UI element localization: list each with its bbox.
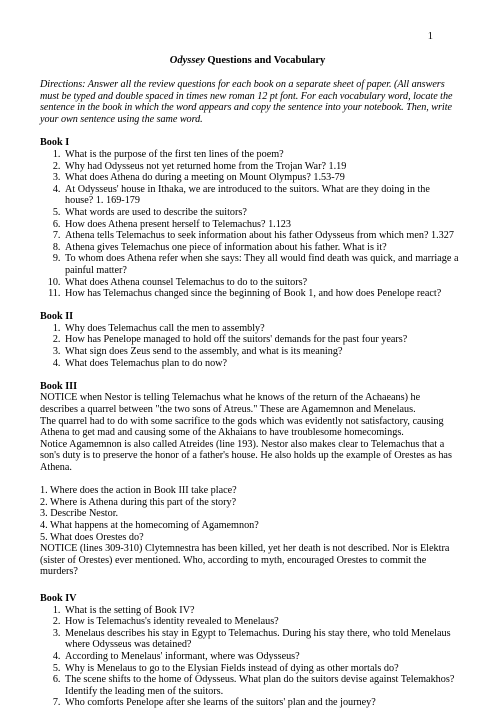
question-item: 6. How does Athena present herself to Telemachus? 1.123 bbox=[63, 219, 460, 231]
question-item: 10. What does Athena counsel Telemachus to do to the suitors? bbox=[63, 277, 460, 289]
question-item: 5. What does Orestes do? bbox=[40, 531, 144, 543]
notice-paragraph: NOTICE (lines 309-310) Clytemnestra has been killed, yet her death is not described. Nor is Elektra (sister of Orestes) ever mentioned. Who, according to myth, encouraged Orestes to commit the murders? bbox=[40, 543, 450, 578]
question-item: 1. What is the setting of Book IV? bbox=[63, 605, 460, 617]
question-item: 6. The scene shifts to the home of Odysseus. What plan do the suitors devise against Telemakhos? Identify the leading men of the suitors. bbox=[63, 674, 460, 697]
question-item: 3. What does Athena do during a meeting on Mount Olympus? 1.53-79 bbox=[63, 172, 460, 184]
question-item: 4. What does Telemachus plan to do now? bbox=[63, 358, 460, 370]
book-3-section bbox=[40, 381, 460, 578]
book-3-heading: Book III bbox=[40, 380, 78, 392]
book-4-section bbox=[40, 593, 460, 709]
book-1-questions bbox=[40, 149, 460, 300]
question-item: 1. Where does the action in Book III take place? bbox=[40, 485, 237, 497]
book-4-questions bbox=[40, 605, 460, 709]
title-italic: Odyssey bbox=[169, 55, 205, 66]
question-item: 2. Why had Odysseus not yet returned home from the Trojan War? 1.19 bbox=[63, 161, 460, 173]
book-1-heading: Book I bbox=[40, 137, 70, 149]
notice-paragraph: Notice Agamemnon is also called Atreides (line 193). Nestor also makes clear to Telemachus that a son's duty is to preserve the honor of a father's house. He also holds up the example of Orestes as has Athena. bbox=[40, 438, 452, 473]
title-rest: Questions and Vocabulary bbox=[204, 55, 326, 66]
question-item: 5. Why is Menelaus to go to the Elysian Fields instead of dying as other mortals do? bbox=[63, 663, 460, 675]
question-item: 3. Describe Nestor. bbox=[40, 508, 119, 520]
book-2-heading: Book II bbox=[40, 311, 74, 323]
question-item: 4. At Odysseus' house in Ithaka, we are introduced to the suitors. What are they doing in the house? 1. 169-179 bbox=[63, 184, 460, 207]
question-item: 1. What is the purpose of the first ten lines of the poem? bbox=[63, 149, 460, 161]
question-item: 7. Athena tells Telemachus to seek information about his father Odysseus from which men? 1.327 bbox=[63, 230, 460, 242]
book-1-section bbox=[40, 137, 460, 299]
question-item: 9. To whom does Athena refer when she says: They all would find death was quick, and marriage a painful matter? bbox=[63, 253, 460, 276]
question-item: 7. Who comforts Penelope after she learns of the suitors' plan and the journey? bbox=[63, 697, 460, 709]
question-item: 2. How is Telemachus's identity revealed to Menelaus? bbox=[63, 616, 460, 628]
notice-paragraph: The quarrel had to do with some sacrifice to the gods which was evidently not satisfactory, causing Athena to get mad and causing some of the Akhaians to have troublesome homecomings. bbox=[40, 415, 444, 439]
question-item: 1. Why does Telemachus call the men to assembly? bbox=[63, 323, 460, 335]
question-item: 3. Menelaus describes his stay in Egypt to Telemachus. During his stay there, who told Menelaus where Odysseus was detained? bbox=[63, 628, 460, 651]
question-item: 11. How has Telemachus changed since the beginning of Book 1, and how does Penelope react? bbox=[63, 288, 460, 300]
question-item: 4. According to Menelaus' informant, where was Odysseus? bbox=[63, 651, 460, 663]
question-item: 4. What happens at the homecoming of Agamemnon? bbox=[40, 519, 259, 531]
question-item: 5. What words are used to describe the suitors? bbox=[63, 207, 460, 219]
question-item: 2. How has Penelope managed to hold off the suitors' demands for the past four years? bbox=[63, 334, 460, 346]
notice-paragraph: NOTICE when Nestor is telling Telemachus what he knows of the return of the Achaeans) he describes a quarrel between "the two sons of Atreus." These are Agamemnon and Menelaus. bbox=[40, 392, 421, 416]
book-2-section bbox=[40, 311, 460, 369]
question-item: 2. Where is Athena during this part of the story? bbox=[40, 496, 237, 508]
question-item: 3. What sign does Zeus send to the assembly, and what is its meaning? bbox=[63, 346, 460, 358]
document-body bbox=[40, 79, 460, 709]
page-number: 1 bbox=[427, 31, 433, 42]
directions: Directions: Answer all the review questions for each book on a separate sheet of paper. (All answers must be typed and double spaced in times new roman 12 pt font. For each vocabulary word, locate the sentence in the book in which the word appears and copy the sentence into your notebook. Then, write your own sentence using the same word. bbox=[40, 79, 453, 125]
question-item: 8. Athena gives Telemachus one piece of information about his father. What is it? bbox=[63, 242, 460, 254]
book-4-heading: Book IV bbox=[40, 592, 77, 604]
book-2-questions bbox=[40, 323, 460, 369]
page-title bbox=[0, 55, 495, 67]
